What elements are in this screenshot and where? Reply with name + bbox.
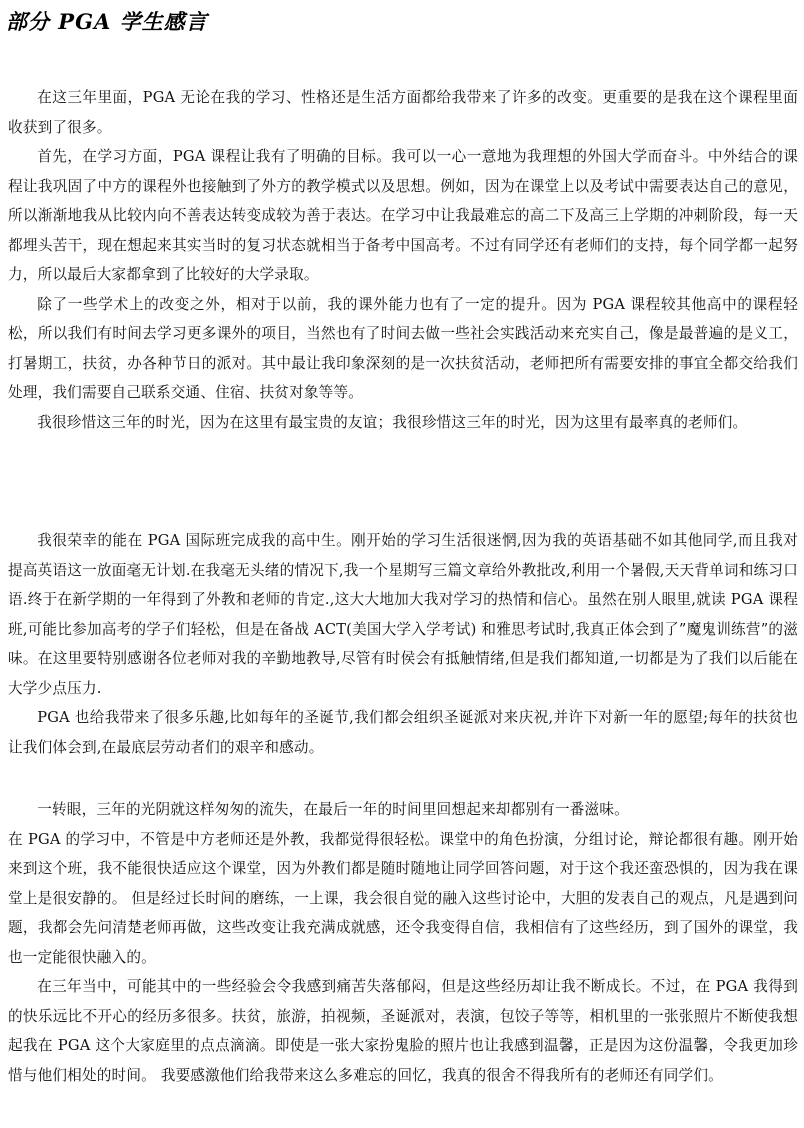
document-title: 部分 PGA 学生感言 (6, 9, 208, 34)
paragraph: 除了一些学术上的改变之外，相对于以前，我的课外能力也有了一定的提升。因为 PGA 课程较其他高中的课程轻松，所以我们有时间去学习更多课外的项目，当然也有了时间去做一些社会实践活动来充实自己，像是最普遍的是义工，打暑期工，扶贫，办各种节日的派对。其中最让我印象深刻的是一次扶贫活动，老师把所有需要安排的事宜全都交给我们处理，我们需要自己联系交通、住宿、扶贫对象等等。 (8, 295, 798, 401)
testimonial-2 (8, 526, 798, 762)
testimonial-3 (8, 795, 798, 1090)
paragraph: 一转眼，三年的光阴就这样匆匆的流失，在最后一年的时间里回想起来却都别有一番滋味。 (37, 801, 629, 818)
paragraph: 在 PGA 的学习中，不管是中方老师还是外教，我都觉得很轻松。课堂中的角色扮演，分组讨论，辩论都很有趣。刚开始来到这个班，我不能很快适应这个课堂，因为外教们都是随时随地让同学回答问题，对于这个我还蛮恐惧的，因为我在课堂上是很安静的。 但是经过长时间的磨练，一上课，我会很自觉的融入这些讨论中，大胆的发表自己的观点，凡是遇到问题，我都会先问清楚老师再做，这些改变让我充满成就感，还令我变得自信，我相信有了这些经历，到了国外的课堂，我也一定能很快融入的。 (8, 830, 798, 966)
testimonial-1 (8, 83, 798, 437)
paragraph: 我很珍惜这三年的时光，因为在这里有最宝贵的友谊；我很珍惜这三年的时光，因为这里有最率真的老师们。 (37, 413, 748, 431)
paragraph: 在这三年里面，PGA 无论在我的学习、性格还是生活方面都给我带来了许多的改变。更重要的是我在这个课程里面收获到了很多。 (8, 89, 798, 136)
paragraph: 我很荣幸的能在 PGA 国际班完成我的高中生。刚开始的学习生活很迷惘,因为我的英语基础不如其他同学,而且我对提高英语这一放面毫无计划.在我毫无头绪的情况下,我一个星期写三篇文章给外教批改,利用一个暑假,天天背单词和练习口语.终于在新学期的一年得到了外教和老师的肯定.,这大大地加大我对学习的热情和信心。虽然在别人眼里,就读 PGA 课程班,可能比参加高考的学子们轻松，但是在备战 ACT(美国大学入学考试) 和雅思考试时,我真正体会到了”魔鬼训练营”的滋味。在这里要特别感谢各位老师对我的辛勤地教导,尽管有时侯会有抵触情绪,但是我们都知道,一切都是为了我们以后能在大学少点压力. (8, 532, 798, 697)
paragraph: PGA 也给我带来了很多乐趣,比如每年的圣诞节,我们都会组织圣诞派对来庆祝,并许下对新一年的愿望;每年的扶贫也让我们体会到,在最底层劳动者们的艰辛和感动。 (8, 709, 798, 756)
paragraph: 在三年当中，可能其中的一些经验会令我感到痛苦失落郁闷，但是这些经历却让我不断成长。不过，在 PGA 我得到的快乐远比不开心的经历多很多。扶贫，旅游，拍视频，圣诞派对，表演，包饺子等等，相机里的一张张照片不断使我想起我在 PGA 这个大家庭里的点点滴滴。即使是一张大家扮鬼脸的照片也让我感到温馨，正是因为这份温馨，令我更加珍惜与他们相处的时间。 我要感激他们给我带来这么多难忘的回忆，我真的很舍不得我所有的老师还有同学们。 (8, 978, 798, 1084)
paragraph: 首先，在学习方面，PGA 课程让我有了明确的目标。我可以一心一意地为我理想的外国大学而奋斗。中外结合的课程让我巩固了中方的课程外也接触到了外方的教学模式以及思想。例如，因为在课堂上以及考试中需要表达自己的意见，所以渐渐地我从比较内向不善表达转变成较为善于表达。在学习中让我最难忘的高二下及高三上学期的冲刺阶段，每一天都埋头苦干，现在想起来其实当时的复习状态就相当于备考中国高考。不过有同学还有老师们的支持，每个同学都一起努力，所以最后大家都拿到了比较好的大学录取。 (8, 148, 798, 283)
